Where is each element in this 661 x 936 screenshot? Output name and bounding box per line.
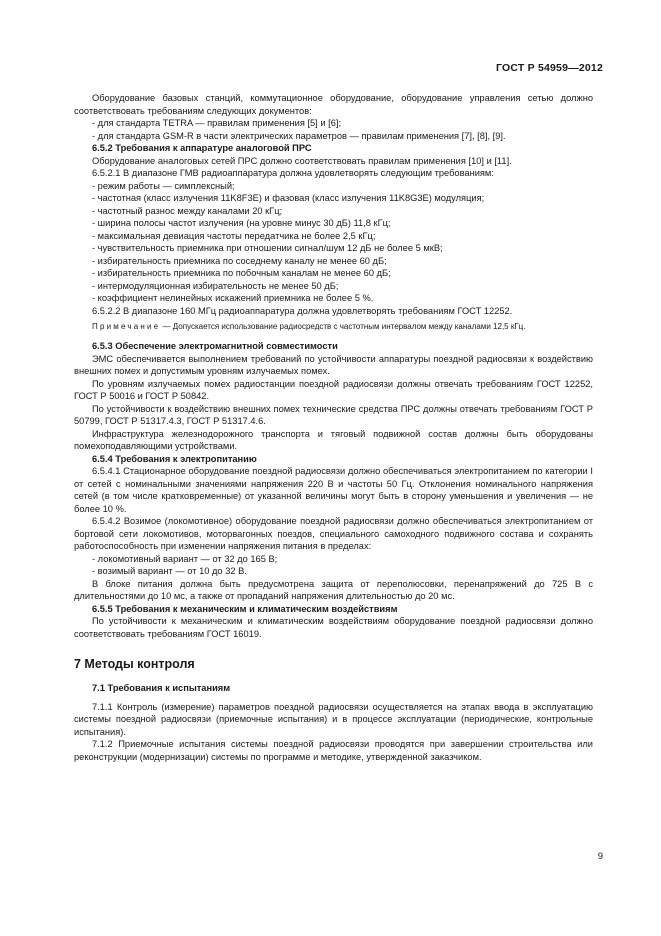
- note-label: Примечание: [92, 322, 161, 331]
- section-heading-6-5-5: 6.5.5 Требования к механическим и климатическим воздействиям: [92, 603, 398, 614]
- list-item: - коэффициент нелинейных искажений приемника не более 5 %.: [92, 293, 374, 303]
- paragraph: Инфраструктура железнодорожного транспорта и тяговый подвижной состав должны быть оборудованы помехоподавляющими устройствами.: [74, 428, 593, 451]
- list-item: - интермодуляционная избирательность не менее 50 дБ;: [92, 280, 339, 291]
- section-heading-6-5-2: 6.5.2 Требования к аппаратуре аналоговой ПРС: [92, 143, 312, 153]
- list-item: - максимальная девиация частоты передатчика не более 2,5 кГц;: [92, 230, 376, 241]
- list-item: - избирательность приемника по побочным каналам не менее 60 дБ;: [92, 268, 391, 278]
- standard-header: ГОСТ Р 54959—2012: [495, 62, 603, 74]
- paragraph: 6.5.2.2 В диапазоне 160 МГц радиоаппаратура должна удовлетворять требованиям ГОСТ 12252.: [92, 305, 513, 316]
- paragraph: По устойчивости к воздействию внешних помех технические средства ПРС должны отвечать требованиям ГОСТ Р 50799, ГОСТ Р 51317.4.3, ГОСТ Р 51317.4.6.: [74, 403, 593, 426]
- page-number: 9: [597, 851, 603, 862]
- paragraph: Оборудование базовых станций, коммутационное оборудование, оборудование управления сетью должно соответствовать требованиям следующих документов:: [74, 93, 593, 116]
- paragraph: В блоке питания должна быть предусмотрена защита от переполюсовки, перенапряжений до 725 В с длительностями до 10 мс, а также от пропаданий напряжения длительностью до 20 мс.: [74, 578, 593, 601]
- section-heading-6-5-3: 6.5.3 Обеспечение электромагнитной совместимости: [92, 341, 338, 351]
- list-item: - для стандарта GSM-R в части электрических параметров — правилам применения [7], [8], [9].: [92, 130, 506, 141]
- list-item: - частотный разнос между каналами 20 кГц;: [92, 205, 283, 216]
- paragraph: По устойчивости к механическим и климатическим воздействиям оборудование поездной радиосвязи должно соответствовать требованиям ГОСТ 16019.: [74, 616, 593, 639]
- list-item: - ширина полосы частот излучения (на уровне минус 30 дБ) 11,8 кГц;: [92, 218, 391, 228]
- note-text: — Допускается использование радиосредств с частотным интервалом между каналами 12,5 кГц.: [160, 322, 526, 331]
- list-item: - возимый вариант — от 10 до 32 В.: [92, 566, 247, 576]
- list-item: - частотная (класс излучения 11K8F3E) и фазовая (класс излучения 11K8G3E) модуляция;: [92, 193, 485, 203]
- paragraph: Оборудование аналоговых сетей ПРС должно соответствовать правилам применения [10] и [11].: [92, 155, 512, 166]
- paragraph: 7.1.2 Приемочные испытания системы поездной радиосвязи проводятся при завершении строительства или реконструкции (модернизации) системы по программе и методике, утвержденной заказчиком.: [74, 739, 593, 762]
- paragraph: 6.5.4.2 Возимое (локомотивное) оборудование поездной радиосвязи должно обеспечиваться электропитанием от бортовой сети локомотивов, моторвагонных поездов, специального самоходного подвижного состава и сохранять работоспособность при изменении напряжения питания в пределах:: [74, 516, 593, 551]
- list-item: - чувствительность приемника при отношении сигнал/шум 12 дБ не более 5 мкВ;: [92, 243, 443, 253]
- list-item: - для стандарта TETRA — правилам применения [5] и [6];: [92, 118, 342, 128]
- paragraph: 7.1.1 Контроль (измерение) параметров поездной радиосвязи осуществляется на этапах ввода в эксплуатацию системы поездной радиосвязи (приемочные испытания) и в процессе эксплуатации (периодические, контрольные испытания).: [74, 701, 593, 737]
- paragraph: 6.5.2.1 В диапазоне ГМВ радиоаппаратура должна удовлетворять следующим требованиям:: [92, 168, 494, 178]
- section-heading-6-5-4: 6.5.4 Требования к электропитанию: [92, 453, 257, 464]
- list-item: - режим работы — симплексный;: [92, 180, 235, 191]
- paragraph: 6.5.4.1 Стационарное оборудование поездной радиосвязи должно обеспечиваться электропитанием по категории I от сетей с номинальными значениями напряжения 220 В и частоты 50 Гц. Отклонения номинального напряжения сетей (в том числе кратковременные) от указанной величины могут быть в сторону уменьшения и увеличения — не более 10 %.: [74, 466, 593, 514]
- chapter-heading-7: 7 Методы контроля: [74, 657, 195, 671]
- paragraph: По уровням излучаемых помех радиостанции поездной радиосвязи должны отвечать требованиям ГОСТ 12252, ГОСТ Р 50016 и ГОСТ Р 50842.: [74, 378, 593, 401]
- page-content: [74, 92, 593, 763]
- paragraph: ЭМС обеспечивается выполнением требований по устойчивости аппаратуры поездной радиосвязи к воздействию внешних помех и допустимым уровням излучаемых помех.: [74, 353, 593, 376]
- list-item: - локомотивный вариант — от 32 до 165 В;: [92, 553, 278, 564]
- note: [74, 321, 593, 332]
- section-heading-7-1: 7.1 Требования к испытаниям: [92, 683, 231, 693]
- list-item: - избирательность приемника по соседнему каналу не менее 60 дБ;: [92, 255, 387, 266]
